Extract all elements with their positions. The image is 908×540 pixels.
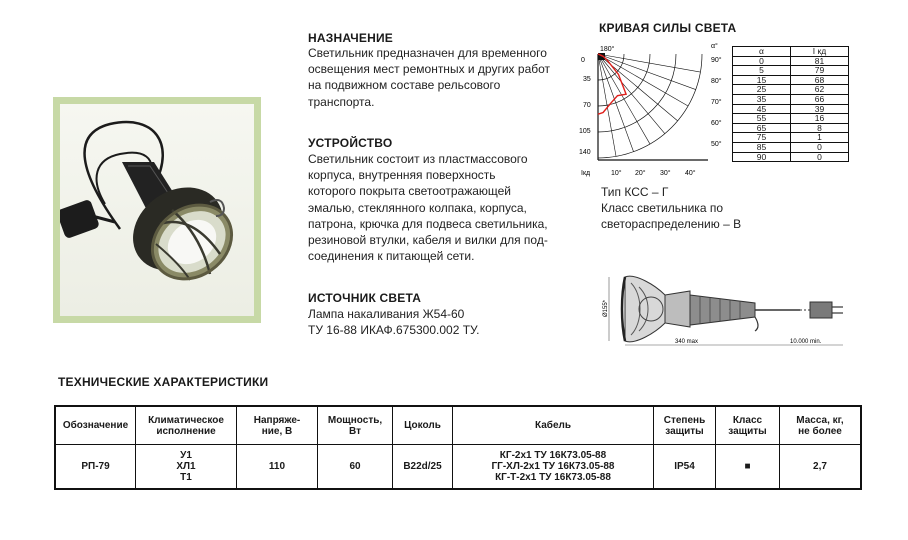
- intensity-table: [732, 46, 849, 162]
- polar-right-label: 60°: [711, 120, 722, 127]
- dim-length: 340 max: [675, 339, 699, 345]
- intensity-angle: 85: [733, 142, 791, 152]
- intensity-value: 0: [791, 142, 849, 152]
- col-protection-degree: Степень защиты: [654, 406, 716, 445]
- intensity-value: 81: [791, 56, 849, 66]
- intensity-col-cd: I кд: [791, 47, 849, 57]
- intensity-angle: 75: [733, 133, 791, 143]
- cell-power: 60: [318, 445, 393, 490]
- tech-heading: ТЕХНИЧЕСКИЕ ХАРАКТЕРИСТИКИ: [58, 375, 269, 389]
- cell-protection-class: ■: [716, 445, 780, 490]
- intensity-row: [733, 104, 849, 114]
- polar-left-label: 70: [583, 102, 591, 109]
- intensity-angle: 35: [733, 94, 791, 104]
- polar-left-label: 105: [579, 128, 591, 135]
- polar-right-label: 80°: [711, 78, 722, 85]
- polar-left-label: 0: [581, 57, 585, 64]
- light-intensity-curve: [598, 54, 626, 114]
- source-heading: ИСТОЧНИК СВЕТА: [308, 291, 422, 305]
- intensity-value: 62: [791, 85, 849, 95]
- purpose-line: на подвижном составе рельсового: [308, 78, 501, 93]
- col-socket: Цоколь: [393, 406, 453, 445]
- intensity-value: 8: [791, 123, 849, 133]
- lamp-photo-illustration: [60, 104, 254, 316]
- product-photo-frame: [53, 97, 261, 323]
- intensity-value: 68: [791, 75, 849, 85]
- intensity-angle: 55: [733, 114, 791, 124]
- intensity-row: [733, 94, 849, 104]
- device-line: резиновой втулки, кабеля и вилки для под-: [308, 233, 548, 248]
- cell-cable: КГ-2х1 ТУ 16К73.05-88 ГГ-ХЛ-2х1 ТУ 16К73.05-88 КГ-Т-2х1 ТУ 16К73.05-88: [453, 445, 654, 490]
- source-text: [308, 306, 583, 338]
- intensity-value: 66: [791, 94, 849, 104]
- cell-protection-degree: IP54: [654, 445, 716, 490]
- intensity-row: [733, 142, 849, 152]
- intensity-value: 16: [791, 114, 849, 124]
- polar-right-label: 50°: [711, 141, 722, 148]
- intensity-row: [733, 133, 849, 143]
- col-climate: Климатическое исполнение: [136, 406, 237, 445]
- purpose-line: Светильник предназначен для временного: [308, 46, 547, 60]
- device-line: патрона, крючка для подвеса светильника,: [308, 216, 548, 231]
- cell-voltage: 110: [237, 445, 318, 490]
- cell-mass: 2,7: [780, 445, 862, 490]
- intensity-row: [733, 85, 849, 95]
- purpose-heading: НАЗНАЧЕНИЕ: [308, 31, 393, 45]
- polar-left-label: 35: [583, 76, 591, 83]
- intensity-angle: 5: [733, 66, 791, 76]
- col-protection-class: Класс защиты: [716, 406, 780, 445]
- curve-class-line: Класс светильника по: [601, 201, 723, 216]
- polar-right-label: 90°: [711, 57, 722, 64]
- cell-designation: РП-79: [55, 445, 136, 490]
- intensity-angle: 25: [733, 85, 791, 95]
- device-line: соединения к питающей сети.: [308, 249, 475, 264]
- intensity-angle: 45: [733, 104, 791, 114]
- intensity-row: [733, 75, 849, 85]
- source-line: ТУ 16-88 ИКАФ.675300.002 ТУ.: [308, 323, 480, 338]
- polar-left-label: 140: [579, 149, 591, 156]
- spec-header-row: [55, 406, 861, 445]
- dim-cable: 10.000 min.: [790, 339, 822, 345]
- intensity-col-angle: α: [733, 47, 791, 57]
- intensity-row: [733, 114, 849, 124]
- intensity-angle: 15: [733, 75, 791, 85]
- curve-type: Тип КСС – Г: [601, 185, 669, 199]
- col-cable: Кабель: [453, 406, 654, 445]
- source-line: Лампа накаливания Ж54-60: [308, 307, 465, 321]
- polar-right-label: 70°: [711, 99, 722, 106]
- polar-bottom-label: 10°: [611, 170, 622, 177]
- purpose-line: транспорта.: [308, 94, 375, 109]
- polar-bottom-label: 20°: [635, 170, 646, 177]
- device-line: Светильник состоит из пластмассового: [308, 152, 528, 166]
- product-photo: [60, 104, 254, 316]
- polar-label-180: 180°: [600, 46, 615, 53]
- polar-radials: [598, 54, 700, 156]
- dim-height: Ø155*: [603, 299, 609, 317]
- intensity-angle: 0: [733, 56, 791, 66]
- purpose-text: [308, 45, 578, 110]
- cell-climate: У1 ХЛ1 Т1: [136, 445, 237, 490]
- device-line: эмалью, стеклянного колпака, корпуса,: [308, 200, 527, 215]
- purpose-line: освещения мест ремонтных и других работ: [308, 62, 551, 77]
- polar-label-alpha: α°: [711, 43, 718, 50]
- intensity-value: 0: [791, 152, 849, 162]
- spec-table: [54, 405, 862, 490]
- intensity-angle: 90: [733, 152, 791, 162]
- intensity-row: [733, 56, 849, 66]
- curve-heading: КРИВАЯ СИЛЫ СВЕТА: [599, 21, 737, 35]
- intensity-table-header: [733, 47, 849, 57]
- intensity-value: 39: [791, 104, 849, 114]
- technical-drawing: [595, 265, 885, 355]
- col-power: Мощность, Вт: [318, 406, 393, 445]
- intensity-angle: 65: [733, 123, 791, 133]
- curve-caption: [601, 184, 791, 233]
- col-designation: Обозначение: [55, 406, 136, 445]
- intensity-value: 1: [791, 133, 849, 143]
- intensity-row: [733, 66, 849, 76]
- col-mass: Масса, кг, не более: [780, 406, 862, 445]
- device-text: [308, 151, 583, 264]
- intensity-row: [733, 152, 849, 162]
- polar-bottom-label: 30°: [660, 170, 671, 177]
- polar-bottom-label: Iкд: [581, 170, 591, 177]
- device-line: корпуса, внутренняя поверхность: [308, 168, 496, 183]
- cell-socket: B22d/25: [393, 445, 453, 490]
- polar-bottom-label: 40°: [685, 170, 696, 177]
- device-heading: УСТРОЙСТВО: [308, 136, 393, 150]
- polar-diagram: [578, 40, 728, 182]
- intensity-row: [733, 123, 849, 133]
- col-voltage: Напряже- ние, В: [237, 406, 318, 445]
- curve-class-line: светораспределению – В: [601, 217, 742, 232]
- spec-data-row: [55, 445, 861, 490]
- intensity-value: 79: [791, 66, 849, 76]
- device-line: которого покрыта светоотражающей: [308, 184, 512, 199]
